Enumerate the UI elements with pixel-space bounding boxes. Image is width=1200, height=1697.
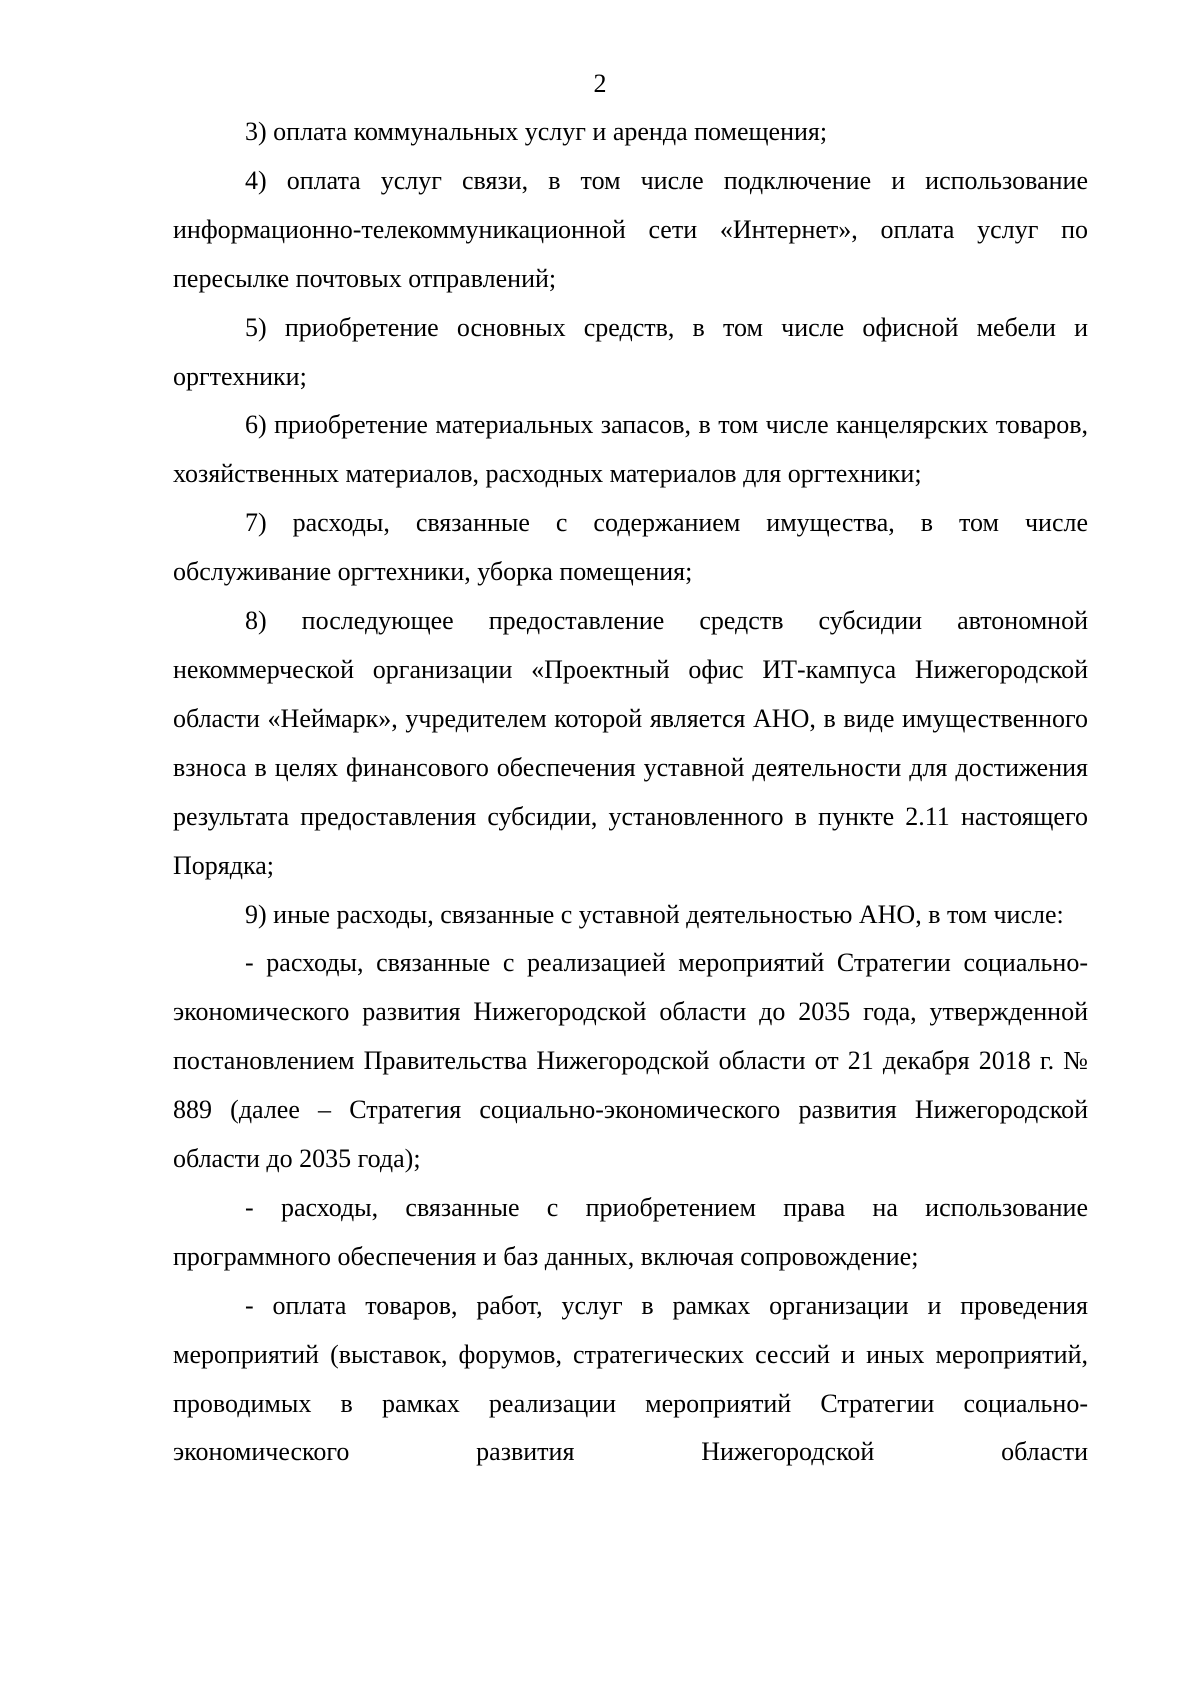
page-number: 2 [593, 69, 607, 98]
list-item-5: 5) приобретение основных средств, в том числе офисной мебели и оргтехники; [173, 312, 1088, 391]
list-item-7: 7) расходы, связанные с содержанием имущества, в том числе обслуживание оргтехники, уборка помещения; [173, 508, 1088, 587]
document-body [173, 108, 1088, 1477]
sub-item-strategy-expenses: - расходы, связанные с реализацией мероприятий Стратегии социально-экономического развития Нижегородской области до 2035 года, утвержденной постановлением Правительства Нижегородской области от 21 декабря 2018 г. № 889 (далее – Стратегия социально-экономического развития Нижегородской области до 2035 года); [173, 948, 1088, 1174]
list-item-6: 6) приобретение материальных запасов, в том числе канцелярских товаров, хозяйственных материалов, расходных материалов для оргтехники; [173, 410, 1088, 489]
sub-item-events-payment: - оплата товаров, работ, услуг в рамках организации и проведения мероприятий (выставок, форумов, стратегических сессий и иных мероприятий, проводимых в рамках реализации мероприятий Стратегии социально-экономического развития Нижегородской области [173, 1290, 1088, 1467]
list-item-8: 8) последующее предоставление средств субсидии автономной некоммерческой организации «Проектный офис ИТ-кампуса Нижегородской области «Неймарк», учредителем которой является АНО, в виде имущественного взноса в целях финансового обеспечения уставной деятельности для достижения результата предоставления субсидии, установленного в пункте 2.11 настоящего Порядка; [173, 606, 1088, 880]
list-item-9: 9) иные расходы, связанные с уставной деятельностью АНО, в том числе: [245, 899, 1064, 929]
list-item-3: 3) оплата коммунальных услуг и аренда помещения; [245, 117, 828, 146]
list-item-4: 4) оплата услуг связи, в том числе подключение и использование информационно-телекоммуникационной сети «Интернет», оплата услуг по пересылке почтовых отправлений; [173, 165, 1088, 293]
sub-item-software-expenses: - расходы, связанные с приобретением права на использование программного обеспечения и баз данных, включая сопровождение; [173, 1192, 1088, 1271]
